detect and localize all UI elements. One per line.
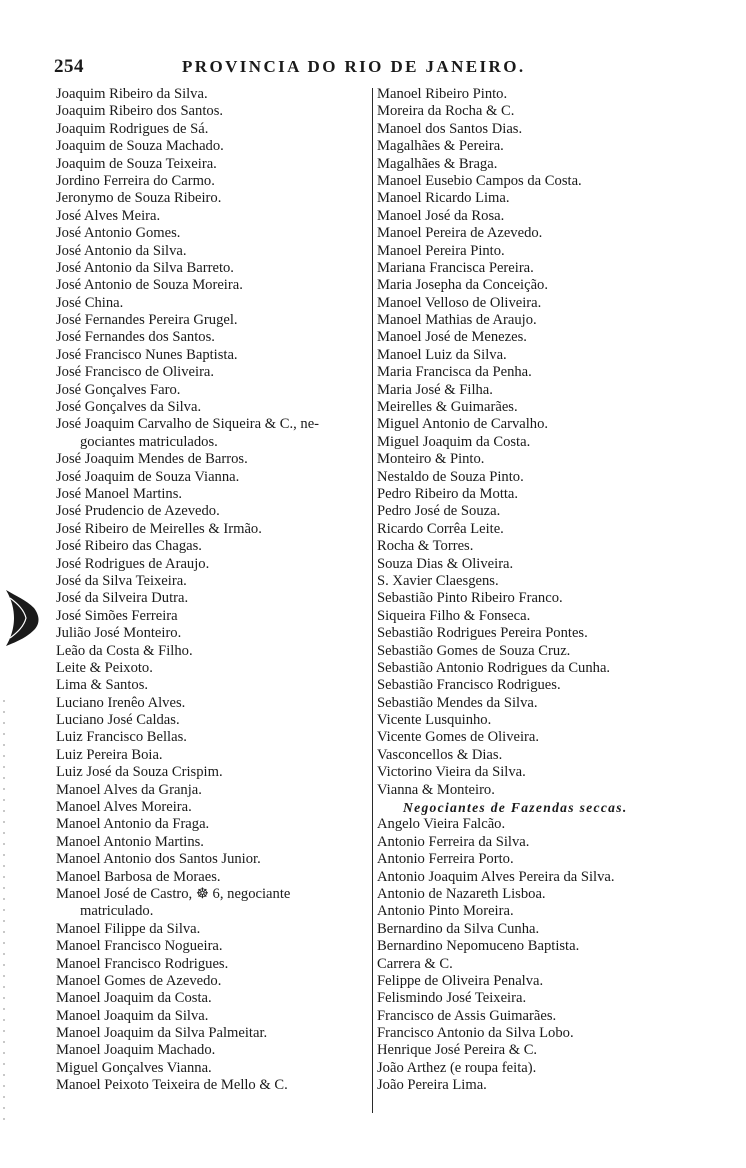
directory-entry: José Ribeiro de Meirelles & Irmão.: [56, 520, 262, 537]
directory-entry: Luiz Pereira Boia.: [56, 746, 163, 763]
margin-ornament-icon: [4, 586, 42, 650]
section-heading: Negociantes de Fazendas seccas.: [403, 800, 628, 816]
directory-entry: Manoel Filippe da Silva.: [56, 920, 201, 937]
directory-entry: Sebastião Francisco Rodrigues.: [377, 677, 561, 694]
page-number: 254: [54, 56, 84, 77]
directory-entry: matriculado.: [80, 903, 154, 920]
directory-entry: José China.: [56, 294, 124, 311]
page-header: [54, 56, 554, 84]
directory-entry: Joaquim de Souza Machado.: [56, 138, 224, 155]
section-entry: Francisco Antonio da Silva Lobo.: [377, 1025, 574, 1042]
section-entry: João Pereira Lima.: [377, 1077, 487, 1094]
directory-entry: Manoel Peixoto Teixeira de Mello & C.: [56, 1077, 288, 1094]
directory-entry: Joaquim Rodrigues de Sá.: [56, 120, 209, 137]
section-entry: Antonio Ferreira Porto.: [377, 851, 514, 868]
directory-entry: Jeronymo de Souza Ribeiro.: [56, 190, 222, 207]
directory-entry: gociantes matriculados.: [80, 433, 218, 450]
directory-entry: José Fernandes dos Santos.: [56, 329, 215, 346]
section-entry: Antonio Pinto Moreira.: [377, 903, 514, 920]
directory-entry: José Joaquim de Souza Vianna.: [56, 468, 240, 485]
directory-entry: Pedro Ribeiro da Motta.: [377, 485, 519, 502]
directory-entry: José Joaquim Carvalho de Siqueira & C., ne-: [56, 416, 320, 433]
directory-entry: S. Xavier Claesgens.: [377, 572, 499, 589]
directory-entry: Sebastião Antonio Rodrigues da Cunha.: [377, 659, 611, 676]
directory-entry: Meirelles & Guimarães.: [377, 399, 518, 416]
directory-entry: Manoel Antonio dos Santos Junior.: [56, 851, 261, 868]
directory-entry: Joaquim Ribeiro dos Santos.: [56, 103, 224, 120]
directory-entry: Maria Francisca da Penha.: [377, 364, 532, 381]
directory-entry: Luiz José da Souza Crispim.: [56, 764, 223, 781]
directory-entry: Sebastião Rodrigues Pereira Pontes.: [377, 625, 588, 642]
directory-entry: Manoel Ricardo Lima.: [377, 190, 510, 207]
directory-entry: Manoel dos Santos Dias.: [377, 120, 523, 137]
directory-entry: Nestaldo de Souza Pinto.: [377, 468, 524, 485]
directory-entry: Manoel Ribeiro Pinto.: [377, 86, 508, 102]
directory-entry: Siqueira Filho & Fonseca.: [377, 607, 531, 624]
directory-entry: José Fernandes Pereira Grugel.: [56, 312, 238, 329]
directory-entry: José Gonçalves Faro.: [56, 381, 181, 398]
directory-entry: Joaquim de Souza Teixeira.: [56, 155, 217, 172]
directory-entry: Monteiro & Pinto.: [377, 451, 485, 468]
directory-entry: Manoel Joaquim da Silva.: [56, 1007, 209, 1024]
directory-entry: Mariana Francisca Pereira.: [377, 259, 534, 276]
directory-entry: Miguel Gonçalves Vianna.: [56, 1059, 212, 1076]
directory-entry: Victorino Vieira da Silva.: [377, 764, 526, 781]
directory-entry: Leite & Peixoto.: [56, 659, 153, 676]
right-column: [373, 86, 677, 1095]
directory-entry: José Gonçalves da Silva.: [56, 399, 202, 416]
directory-entry: Joaquim Ribeiro da Silva.: [56, 86, 208, 102]
directory-entry: Souza Dias & Oliveira.: [377, 555, 514, 572]
directory-entry: Manoel Barbosa de Moraes.: [56, 868, 221, 885]
section-entry: Henrique José Pereira & C.: [377, 1042, 538, 1059]
directory-entry: José da Silva Teixeira.: [56, 572, 187, 589]
directory-entry: Maria Josepha da Conceição.: [377, 277, 549, 294]
directory-entry: José Ribeiro das Chagas.: [56, 538, 202, 555]
directory-entry: Manoel Joaquim da Costa.: [56, 990, 212, 1007]
directory-entry: Luciano José Caldas.: [56, 712, 180, 729]
directory-entry: Vicente Gomes de Oliveira.: [377, 729, 540, 746]
directory-entry: Vicente Lusquinho.: [377, 712, 492, 729]
directory-entry: Manoel Velloso de Oliveira.: [377, 294, 542, 311]
directory-entry: Maria José & Filha.: [377, 381, 493, 398]
directory-entry: José Antonio Gomes.: [56, 225, 181, 242]
directory-entry: Sebastião Mendes da Silva.: [377, 694, 538, 711]
directory-entry: José Antonio de Souza Moreira.: [56, 277, 243, 294]
directory-entry: Lima & Santos.: [56, 677, 149, 694]
directory-entry: Manoel Pereira de Azevedo.: [377, 225, 543, 242]
directory-entry: Miguel Antonio de Carvalho.: [377, 416, 549, 433]
directory-entry: José Prudencio de Azevedo.: [56, 503, 220, 520]
section-entry: Felippe de Oliveira Penalva.: [377, 972, 544, 989]
section-entry: Francisco de Assis Guimarães.: [377, 1007, 557, 1024]
directory-entry: Luiz Francisco Bellas.: [56, 729, 187, 746]
directory-entry: Manoel Alves da Granja.: [56, 781, 202, 798]
left-column: [56, 86, 374, 1095]
edge-marks-icon: [2, 700, 6, 1120]
directory-entry: Manoel Alves Moreira.: [56, 799, 192, 816]
directory-entry: Leão da Costa & Filho.: [56, 642, 193, 659]
directory-entry: Manoel Francisco Rodrigues.: [56, 955, 229, 972]
directory-entry: Sebastião Pinto Ribeiro Franco.: [377, 590, 563, 607]
section-entry: João Arthez (e roupa feita).: [377, 1059, 537, 1076]
directory-entry: Manoel Francisco Nogueira.: [56, 938, 223, 955]
directory-entry: Manoel José de Menezes.: [377, 329, 527, 346]
section-entry: Bernardino Nepomuceno Baptista.: [377, 938, 580, 955]
directory-entry: Manoel Antonio Martins.: [56, 833, 204, 850]
directory-entry: José Antonio da Silva Barreto.: [56, 259, 234, 276]
directory-entry: José Joaquim Mendes de Barros.: [56, 451, 248, 468]
directory-entry: Manoel Joaquim da Silva Palmeitar.: [56, 1025, 268, 1042]
directory-entry: Manoel Eusebio Campos da Costa.: [377, 172, 582, 189]
directory-entry: José Francisco de Oliveira.: [56, 364, 215, 381]
directory-entry: Luciano Irenêo Alves.: [56, 694, 186, 711]
directory-entry: Manoel Gomes de Azevedo.: [56, 972, 222, 989]
directory-entry: Magalhães & Pereira.: [377, 138, 504, 155]
section-entry: Antonio Ferreira da Silva.: [377, 833, 530, 850]
directory-entry: Manoel Pereira Pinto.: [377, 242, 505, 259]
directory-entry: Julião José Monteiro.: [56, 625, 182, 642]
directory-entry: Pedro José de Souza.: [377, 503, 501, 520]
section-entry: Antonio de Nazareth Lisboa.: [377, 885, 546, 902]
directory-entry: Manoel Luiz da Silva.: [377, 346, 507, 363]
directory-entry: Manoel José da Rosa.: [377, 207, 505, 224]
directory-entry: Manoel Mathias de Araujo.: [377, 312, 537, 329]
directory-entry: José da Silveira Dutra.: [56, 590, 189, 607]
section-entry: Angelo Vieira Falcão.: [377, 816, 506, 833]
directory-entry: Manoel José de Castro, ☸ 6, negociante: [56, 885, 291, 902]
directory-entry: José Francisco Nunes Baptista.: [56, 346, 238, 363]
directory-entry: Jordino Ferreira do Carmo.: [56, 172, 215, 189]
directory-entry: Sebastião Gomes de Souza Cruz.: [377, 642, 571, 659]
directory-entry: Vasconcellos & Dias.: [377, 746, 503, 763]
directory-entry: José Rodrigues de Araujo.: [56, 555, 210, 572]
section-entry: Carrera & C.: [377, 955, 453, 972]
directory-entry: José Antonio da Silva.: [56, 242, 187, 259]
directory-entry: Rocha & Torres.: [377, 538, 474, 555]
directory-entry: Manoel Joaquim Machado.: [56, 1042, 216, 1059]
directory-entry: José Alves Meira.: [56, 207, 161, 224]
directory-entry: Miguel Joaquim da Costa.: [377, 433, 531, 450]
directory-entry: Vianna & Monteiro.: [377, 781, 495, 798]
section-entry: Antonio Joaquim Alves Pereira da Silva.: [377, 868, 615, 885]
directory-entry: José Manoel Martins.: [56, 485, 183, 502]
directory-entry: Magalhães & Braga.: [377, 155, 498, 172]
section-entry: Felismindo José Teixeira.: [377, 990, 527, 1007]
directory-entry: Manoel Antonio da Fraga.: [56, 816, 210, 833]
directory-entry: José Simões Ferreira: [56, 607, 178, 624]
section-entry: Bernardino da Silva Cunha.: [377, 920, 540, 937]
directory-entry: Moreira da Rocha & C.: [377, 103, 515, 120]
directory-entry: Ricardo Corrêa Leite.: [377, 520, 504, 537]
running-head: PROVINCIA DO RIO DE JANEIRO.: [182, 57, 526, 76]
